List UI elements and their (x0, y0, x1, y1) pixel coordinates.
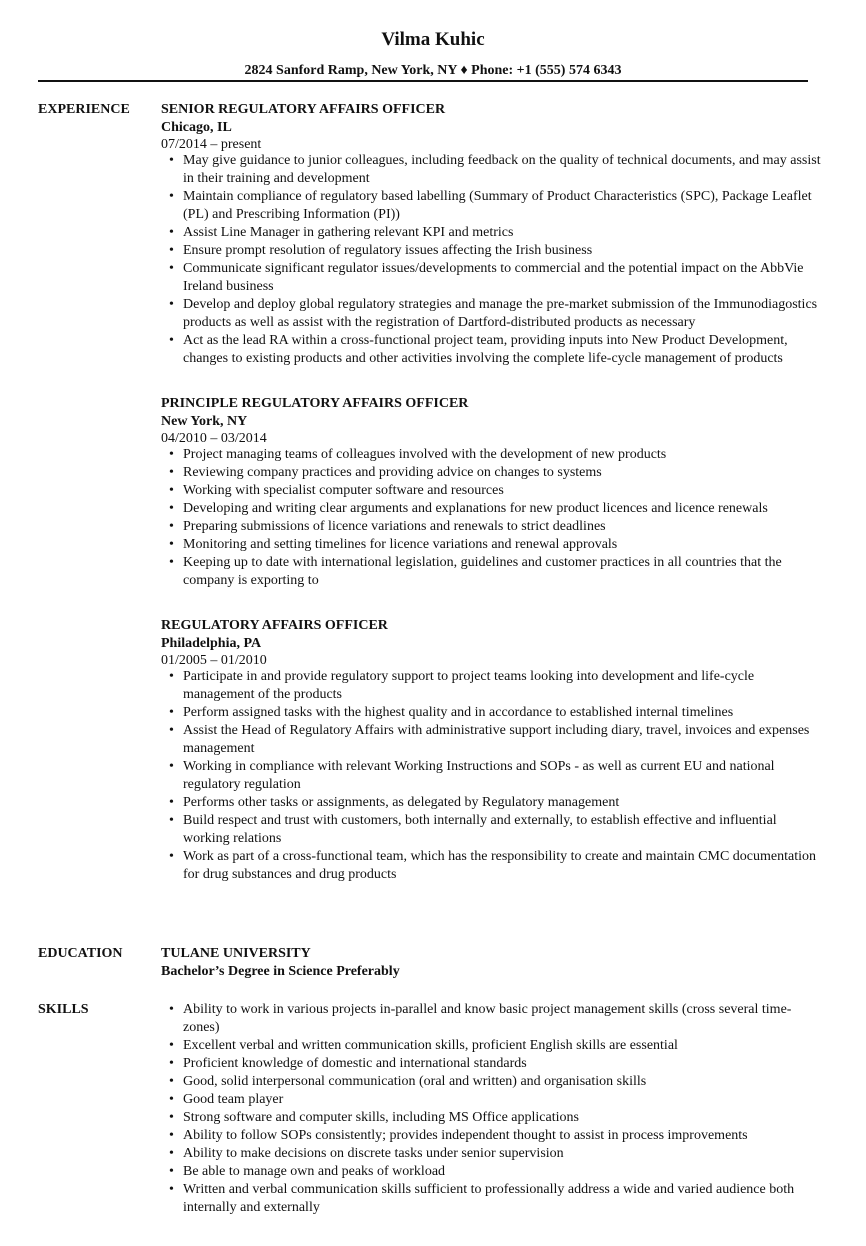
job-entry (161, 617, 821, 884)
skill-item: • Ability to work in various projects in-parallel and know basic project management skills (cross several time-zones) (183, 1001, 821, 1037)
skills-body (161, 1001, 821, 1217)
experience-body (161, 101, 821, 911)
job-title: REGULATORY AFFAIRS OFFICER (161, 618, 388, 633)
bullet-item: • Assist Line Manager in gathering relevant KPI and metrics (183, 224, 821, 242)
skills-list (161, 1001, 821, 1217)
job-entry (161, 395, 821, 590)
education-label: EDUCATION (38, 946, 123, 961)
job-bullets (161, 152, 821, 368)
bullet-item: • Communicate significant regulator issues/developments to commercial and the potential impact on the AbbVie Ireland business (183, 260, 821, 296)
bullet-item: • Assist the Head of Regulatory Affairs with administrative support including diary, travel, invoices and expenses management (183, 722, 821, 758)
header-divider (38, 80, 808, 82)
job-bullets (161, 668, 821, 884)
bullet-item: • Act as the lead RA within a cross-functional project team, providing inputs into New Product Development, changes to existing products and other activities involving the complete life-cycle management of products (183, 332, 821, 368)
skill-item: • Excellent verbal and written communication skills, proficient English skills are essential (183, 1037, 821, 1055)
skills-label: SKILLS (38, 1002, 89, 1017)
skill-item: • Proficient knowledge of domestic and international standards (183, 1055, 821, 1073)
bullet-item: • May give guidance to junior colleagues, including feedback on the quality of technical documents, and may assist in their training and development (183, 152, 821, 188)
bullet-item: • Build respect and trust with customers, both internally and externally, to establish effective and influential working relations (183, 812, 821, 848)
bullet-item: • Work as part of a cross-functional team, which has the responsibility to create and maintain CMC documentation for drug substances and drug products (183, 848, 821, 884)
education-body (161, 945, 821, 981)
skill-item: • Ability to make decisions on discrete tasks under senior supervision (183, 1145, 821, 1163)
degree-name: Bachelor’s Degree in Science Preferably (161, 964, 400, 979)
job-location: New York, NY (161, 414, 248, 429)
job-location: Chicago, IL (161, 120, 232, 135)
skill-item: • Strong software and computer skills, including MS Office applications (183, 1109, 821, 1127)
contact-line: 2824 Sanford Ramp, New York, NY ♦ Phone: +1 (555) 574 6343 (244, 63, 622, 78)
bullet-item: • Working with specialist computer software and resources (183, 482, 821, 500)
bullet-item: • Monitoring and setting timelines for licence variations and renewal approvals (183, 536, 821, 554)
skill-item: • Be able to manage own and peaks of workload (183, 1163, 821, 1181)
skill-item: • Good, solid interpersonal communication (oral and written) and organisation skills (183, 1073, 821, 1091)
candidate-name: Vilma Kuhic (381, 29, 485, 50)
job-bullets (161, 446, 821, 590)
bullet-item: • Preparing submissions of licence variations and renewals to strict deadlines (183, 518, 821, 536)
job-location: Philadelphia, PA (161, 636, 262, 651)
skill-item: • Ability to follow SOPs consistently; provides independent thought to assist in process improvements (183, 1127, 821, 1145)
skill-item: • Written and verbal communication skills sufficient to professionally address a wide and varied audience both internally and externally (183, 1181, 821, 1217)
bullet-item: • Perform assigned tasks with the highest quality and in accordance to established internal timelines (183, 704, 821, 722)
bullet-item: • Reviewing company practices and providing advice on changes to systems (183, 464, 821, 482)
bullet-item: • Keeping up to date with international legislation, guidelines and customer practices in all countries that the company is exporting to (183, 554, 821, 590)
bullet-item: • Maintain compliance of regulatory based labelling (Summary of Product Characteristics (SPC), Package Leaflet (PL) and Prescribing Information (PI)) (183, 188, 821, 224)
job-dates: 01/2005 – 01/2010 (161, 653, 267, 668)
experience-label: EXPERIENCE (38, 102, 130, 117)
skill-item: • Good team player (183, 1091, 821, 1109)
bullet-item: • Participate in and provide regulatory support to project teams looking into development and life-cycle management of the products (183, 668, 821, 704)
job-dates: 07/2014 – present (161, 137, 262, 152)
bullet-item: • Working in compliance with relevant Working Instructions and SOPs - as well as current EU and national regulatory regulation (183, 758, 821, 794)
bullet-item: • Performs other tasks or assignments, as delegated by Regulatory management (183, 794, 821, 812)
school-name: TULANE UNIVERSITY (161, 946, 311, 961)
bullet-item: • Develop and deploy global regulatory strategies and manage the pre-market submission of the Immunodiagostics products as well as assist with the registration of Dartford-distributed products as necessary (183, 296, 821, 332)
job-title: PRINCIPLE REGULATORY AFFAIRS OFFICER (161, 396, 469, 411)
job-entry (161, 101, 821, 368)
job-title: SENIOR REGULATORY AFFAIRS OFFICER (161, 102, 446, 117)
bullet-item: • Developing and writing clear arguments and explanations for new product licences and licence renewals (183, 500, 821, 518)
bullet-item: • Project managing teams of colleagues involved with the development of new products (183, 446, 821, 464)
job-dates: 04/2010 – 03/2014 (161, 431, 267, 446)
bullet-item: • Ensure prompt resolution of regulatory issues affecting the Irish business (183, 242, 821, 260)
